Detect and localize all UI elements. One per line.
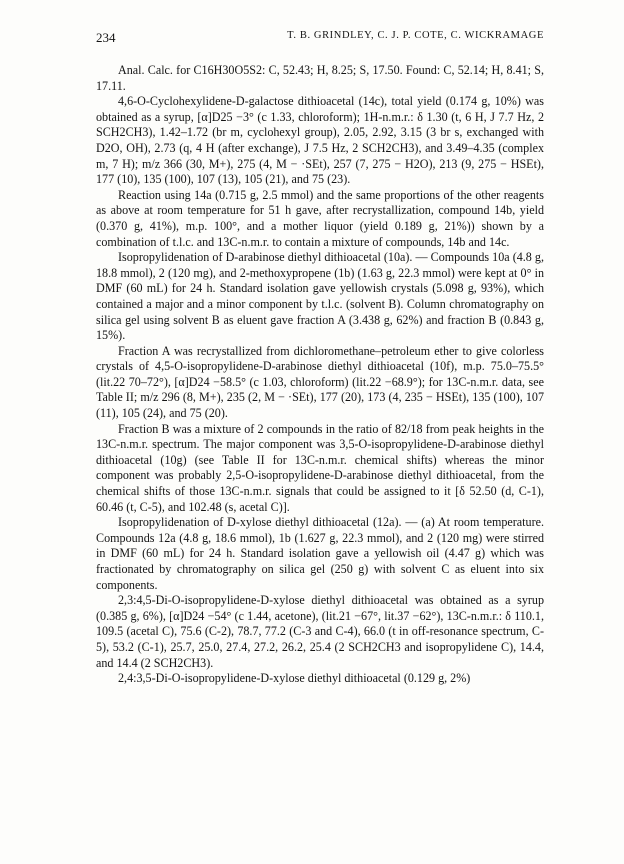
paragraph-xylose-isopropylidenation: Isopropylidenation of D-xylose diethyl dithioacetal (12a). — (a) At room temperature. Compounds 12a (4.8 g, 18.6 mmol), 1b (1.627 g, 22.3 mmol), and 2 (120 mg) were stirred in DMF (60 mL) for 24 h. Standard isolation gave a yellowish oil (4.47 g) which was fractionated by chromatography on silica gel (250 g) with solvent C as eluent into six components. bbox=[96, 515, 544, 592]
page-header bbox=[96, 30, 544, 46]
paragraph-14c: 4,6-O-Cyclohexylidene-D-galactose dithioacetal (14c), total yield (0.174 g, 10%) was obtained as a syrup, [α]D25 −3° (c 1.33, chloroform); 1H-n.m.r.: δ 1.30 (t, 6 H, J 7.7 Hz, 2 SCH2CH3), 1.42–1.72 (br m, cyclohexyl group), 2.05, 2.92, 3.15 (3 br s, exchanged with D2O, OH), 2.73 (q, 4 H (after exchange), J 7.5 Hz, 2 SCH2CH3), and 3.49–4.35 (complex m, 7 H); m/z 366 (30, M+), 275 (4, M − ·SEt), 257 (7, 275 − H2O), 213 (9, 275 − HSEt), 177 (10), 135 (100), 107 (13), 105 (21), and 75 (23). bbox=[96, 94, 544, 187]
paragraph-fraction-a: Fraction A was recrystallized from dichloromethane–petroleum ether to give colorless crystals of 4,5-O-isopropylidene-D-arabinose diethyl dithioacetal (10f), m.p. 75.0–75.5° (lit.22 70–72°), [α]D24 −58.5° (c 1.03, chloroform) (lit.22 −68.9°); for 13C-n.m.r. data, see Table II; m/z 296 (8, M+), 235 (2, M − ·SEt), 177 (20), 173 (4, 235 − HSEt), 135 (100), 107 (11), 105 (24), and 75 (20). bbox=[96, 343, 544, 421]
paragraph-diisopropylidene-2345: 2,3:4,5-Di-O-isopropylidene-D-xylose diethyl dithioacetal was obtained as a syrup (0.385 g, 6%), [α]D24 −54° (c 1.44, acetone), (lit.21 −67°, lit.37 −62°), 13C-n.m.r.: δ 110.1, 109.5 (acetal C), 75.6 (C-2), 78.7, 77.2 (C-3 and C-4), 66.0 (t in off-resonance spectrum, C-5), 53.2 (C-1), 25.7, 25.0, 27.4, 27.2, 26.2, 25.4 (2 SCH2CH3 and isopropylidene C), 14.4, and 14.4 (2 SCH2CH3). bbox=[96, 593, 544, 670]
paragraph-14a-reaction: Reaction using 14a (0.715 g, 2.5 mmol) and the same proportions of the other reagents as above at room temperature for 51 h gave, after recrystallization, compound 14b, yield (0.370 g, 41%), m.p. 100°, and a mother liquor (yield 0.189 g, 21%)) shown by a combination of t.l.c. and 13C-n.m.r. to contain a mixture of compounds, 14b and 14c. bbox=[96, 187, 544, 249]
body-text bbox=[96, 63, 544, 687]
running-head: T. B. GRINDLEY, C. J. P. COTE, C. WICKRAMAGE bbox=[287, 30, 544, 41]
paragraph-diisopropylidene-2435: 2,4:3,5-Di-O-isopropylidene-D-xylose diethyl dithioacetal (0.129 g, 2%) bbox=[118, 671, 471, 686]
paragraph-fraction-b: Fraction B was a mixture of 2 compounds in the ratio of 82/18 from peak heights in the 13C-n.m.r. spectrum. The major component was 3,5-O-isopropylidene-D-arabinose diethyl dithioacetal (10g) (see Table II for 13C-n.m.r. chemical shifts) whereas the minor component was probably 2,5-O-isopropylidene-D-arabinose diethyl dithioacetal, from the chemical shifts of those 13C-n.m.r. signals that could be assigned to it [δ 52.50 (d, C-1), 60.46 (t, C-5), and 102.48 (s, acetal C)]. bbox=[96, 421, 544, 514]
page-number: 234 bbox=[96, 30, 116, 45]
paragraph-arabinose-isopropylidenation: Isopropylidenation of D-arabinose diethyl dithioacetal (10a). — Compounds 10a (4.8 g, 18.8 mmol), 2 (120 mg), and 2-methoxypropene (1b) (1.63 g, 22.3 mmol) were kept at 0° in DMF (60 mL) for 24 h. Standard isolation gave yellowish crystals (5.098 g, 93%), which contained a major and a minor component by t.l.c. (solvent B). Column chromatography on silica gel using solvent B as eluent gave fraction A (3.438 g, 62%) and fraction B (0.843 g, 15%). bbox=[96, 250, 544, 343]
paragraph-analysis: Anal. Calc. for C16H30O5S2: C, 52.43; H, 8.25; S, 17.50. Found: C, 52.14; H, 8.41; S, 17.11. bbox=[96, 63, 544, 93]
